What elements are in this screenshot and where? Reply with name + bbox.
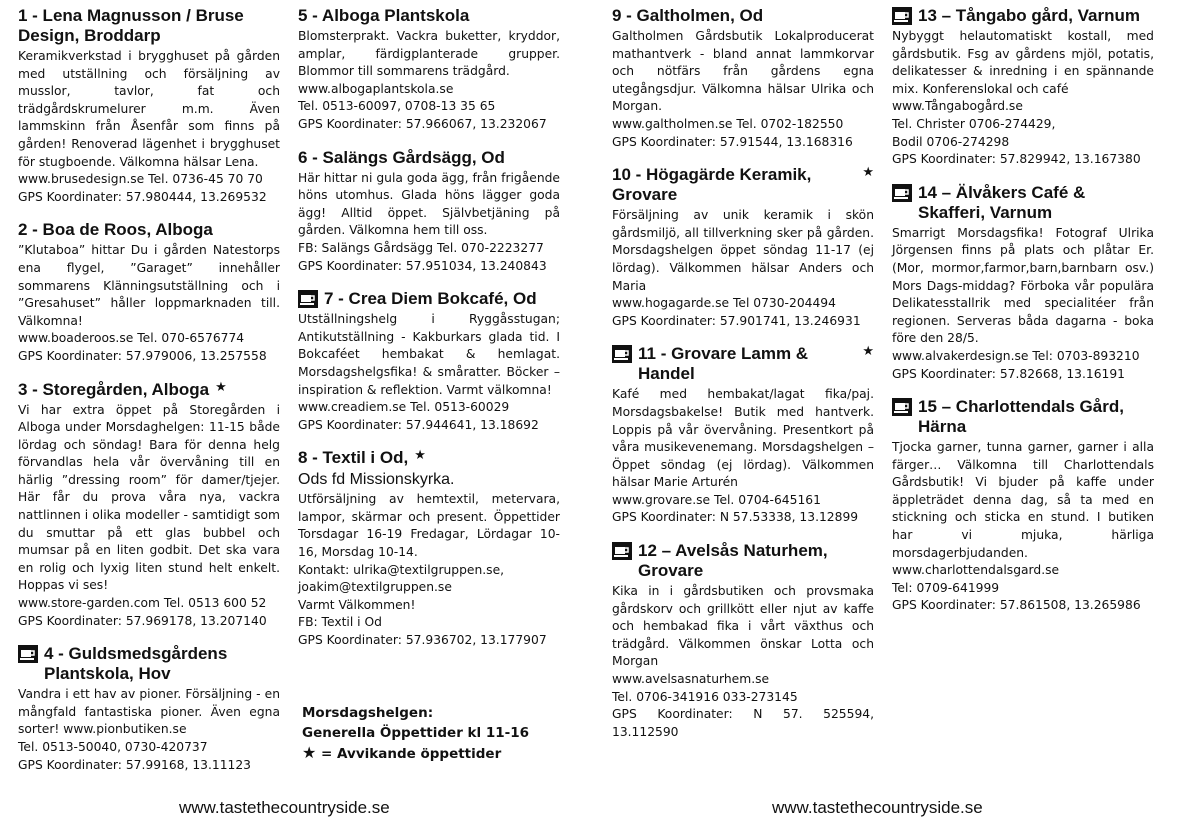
listing-description bbox=[612, 207, 874, 330]
listing-entry bbox=[18, 6, 280, 206]
listing-title-text: 3 - Storegården, Alboga bbox=[18, 379, 210, 399]
listing-description bbox=[18, 242, 280, 365]
contact-line: GPS Koordinater: 57.99168, 13.11123 bbox=[18, 757, 251, 772]
contact-line: GPS Koordinater: N 57.53338, 13.12899 bbox=[612, 510, 859, 525]
contact-link[interactable]: www.hogagarde.se Tel 0730-204494 bbox=[612, 296, 836, 311]
listing-description bbox=[612, 386, 874, 527]
contact-line: GPS Koordinater: 57.829942, 13.167380 bbox=[892, 152, 1141, 167]
listing-subtitle: Ods fd Missionskyrka. bbox=[298, 471, 455, 489]
listing-text: Galtholmen Gårdsbutik Lokalproducerat mathantverk - bland annat lammkorvar och nötfärs från gårdens egna utegångsdjur. Välkomna hälsar Ulrika och Morgan. bbox=[612, 29, 874, 114]
listing-description bbox=[892, 439, 1154, 615]
footer-url-right[interactable]: www.tastethecountryside.se bbox=[772, 798, 983, 817]
star-icon: ★ bbox=[302, 743, 317, 762]
listing-title bbox=[18, 220, 280, 240]
listing-entry bbox=[612, 541, 874, 741]
legend-heading: Morsdagshelgen: bbox=[302, 705, 434, 721]
contact-link[interactable]: www.avelsasnaturhem.se bbox=[612, 672, 770, 687]
listing-title-text: 6 - Salängs Gårdsägg, Od bbox=[298, 147, 505, 167]
listing-text: Keramikverkstad i brygghuset på gården med utställning och försäljning av musslor, tavlor, fat och trädgårdskrumelurer m.m. Även lammskinn från Åsenfår som finns på gården! Renoverad lägenhet i brygghuset för stugboende. Välkomna hälsar Lena. bbox=[18, 49, 280, 169]
contact-line: Tel. 0513-60097, 0708-13 35 65 bbox=[298, 99, 496, 114]
listing-title bbox=[18, 380, 280, 400]
contact-line: GPS Koordinater: 57.980444, 13.269532 bbox=[18, 189, 267, 204]
listing-description bbox=[892, 28, 1154, 169]
contact-link[interactable]: www.brusedesign.se Tel. 0736-45 70 70 bbox=[18, 172, 263, 187]
listing-text: Tjocka garner, tunna garner, garner i alla färger… Välkomna till Charlottendals Gårdsbutik! Vi bjuder på kaffe under äppleträdet denna dag, så ta med en stickning och sticka en stund. I butiken har vi mjuka, härliga morsdagerbjudanden. bbox=[892, 440, 1154, 560]
listing-text: Blomsterprakt. Vackra buketter, kryddor, amplar, färdigplanterade grupper. Blommor till sommarens trädgård. bbox=[298, 29, 560, 79]
contact-line: GPS Koordinater: 57.901741, 13.246931 bbox=[612, 313, 861, 328]
contact-line: GPS Koordinater: N 57. 525594, 13.112590 bbox=[612, 707, 874, 739]
listing-text: Vi har extra öppet på Storegården i Alboga under Morsdaghelgen: 11-15 både lördag och söndag! Bara för denna helg förvandlas hela vår övervåning till en härlig ”dressing room” för damer/tjejer. Här får du prova våra nya, vackra nattlinnen i olika modeller - samtidigt som du smuttar på ett glas bubbel och mumsar på en liten godbit. Det ska vara en rolig och lyxig liten stund helt enkelt. Hoppas vi ses! bbox=[18, 402, 280, 593]
listing-title bbox=[298, 289, 560, 309]
contact-line: Tel. 0513-50040, 0730-420737 bbox=[18, 740, 208, 754]
contact-line: FB: Textil i Od bbox=[298, 615, 382, 630]
listing-text: Kika in i gårdsbutiken och provsmaka gårdskorv och grillkött eller njut av kaffe och hembakad fika i vårt växthus och trädgård. Välkommen önskar Lotta och Morgan bbox=[612, 584, 874, 669]
cafe-cup-icon bbox=[612, 345, 632, 363]
listing-title-text: 10 - Högagärde Keramik, Grovare bbox=[612, 165, 812, 205]
listing-title bbox=[612, 165, 874, 205]
contact-line: GPS Koordinater: 57.91544, 13.168316 bbox=[612, 134, 853, 149]
contact-line: GPS Koordinater: 57.944641, 13.18692 bbox=[298, 417, 539, 432]
listing-title-text: 13 – Tångabo gård, Varnum bbox=[918, 6, 1141, 25]
contact-link[interactable]: joakim@textilgruppen.se bbox=[298, 580, 452, 595]
contact-line: Tel. 0706-341916 033-273145 bbox=[612, 689, 798, 704]
listing-text: Försäljning av unik keramik i skön gårdsmiljö, all tillverkning sker på gården. Morsdagshelgen öppet söndag 11-17 (ej lördag). Välkommen hälsar Anders och Maria bbox=[612, 208, 874, 293]
cafe-cup-icon bbox=[892, 398, 912, 416]
listing-title bbox=[892, 397, 1154, 437]
column-2 bbox=[298, 6, 560, 664]
listing-entry bbox=[892, 6, 1154, 169]
listing-title-text: 2 - Boa de Roos, Alboga bbox=[18, 220, 213, 240]
listing-title-text: 4 - Guldsmedsgårdens Plantskola, Hov bbox=[44, 644, 228, 684]
listing-description bbox=[298, 491, 560, 649]
contact-line: Bodil 0706-274298 bbox=[892, 134, 1010, 149]
listing-title-text: 12 – Avelsås Naturhem, Grovare bbox=[638, 541, 828, 581]
contact-line: Tel. Christer 0706-274429, bbox=[892, 116, 1056, 131]
contact-link[interactable]: www.Tångabogård.se bbox=[892, 99, 1023, 114]
contact-link[interactable]: www.store-garden.com Tel. 0513 600 52 bbox=[18, 596, 267, 611]
listing-title-text: 5 - Alboga Plantskola bbox=[298, 6, 470, 25]
listing-title-text: 1 - Lena Magnusson / Bruse Design, Broddarp bbox=[18, 6, 244, 45]
contact-link[interactable]: Kontakt: ulrika@textilgruppen.se, bbox=[298, 562, 505, 577]
listing-title bbox=[612, 344, 874, 384]
contact-link[interactable]: www.grovare.se Tel. 0704-645161 bbox=[612, 492, 821, 507]
contact-link[interactable]: www.albogaplantskola.se bbox=[298, 81, 454, 96]
listing-entry bbox=[892, 183, 1154, 383]
contact-line: Varmt Välkommen! bbox=[298, 597, 416, 612]
listing-text: ”Klutaboa” hittar Du i gården Natestorps ena flygel, ”Garaget” innehåller sommarens Klänningsutställning och i ”Gresahuset” håller loppmarknaden till. Välkomna! bbox=[18, 243, 280, 328]
listing-title-text: 11 - Grovare Lamm & Handel bbox=[638, 344, 809, 384]
listing-description bbox=[612, 583, 874, 741]
contact-line: GPS Koordinater: 57.82668, 13.16191 bbox=[892, 366, 1125, 381]
listing-title bbox=[18, 6, 280, 46]
listing-description bbox=[18, 686, 280, 774]
listing-description bbox=[298, 28, 560, 134]
cafe-cup-icon bbox=[612, 542, 632, 560]
listing-entry bbox=[18, 380, 280, 631]
listing-title bbox=[298, 6, 560, 26]
cafe-cup-icon bbox=[18, 645, 38, 663]
contact-link[interactable]: www.galtholmen.se Tel. 0702-182550 bbox=[612, 116, 844, 131]
listing-description bbox=[298, 170, 560, 276]
listing-entry bbox=[612, 344, 874, 527]
listing-title-text: 8 - Textil i Od, bbox=[298, 448, 409, 468]
listing-text: Smarrigt Morsdagsfika! Fotograf Ulrika Jörgensen finns på plats och plåtar Er. (Mor, mormor,farmor,barn,barnbarn osv.) Mors Dags-middag? Förboka vår populära Delikatesstallrik med specialitéer från regionen. Serveras båda dagarna - boka före den 28/5. bbox=[892, 225, 1154, 346]
listing-text: Här hittar ni gula goda ägg, från frigående höns utomhus. Glada höns lägger goda ägg! Alltid öppet. Självbetjäning på gården. Välkomna hem till oss. bbox=[298, 170, 560, 238]
listing-title bbox=[612, 6, 874, 26]
star-icon: ★ bbox=[862, 164, 874, 180]
column-1 bbox=[18, 6, 280, 788]
contact-line: GPS Koordinater: 57.936702, 13.177907 bbox=[298, 633, 547, 648]
contact-line: GPS Koordinater: 57.979006, 13.257558 bbox=[18, 348, 267, 363]
listing-entry bbox=[892, 397, 1154, 615]
listing-title-text: 7 - Crea Diem Bokcafé, Od bbox=[324, 289, 537, 309]
listing-text: Utförsäljning av hemtextil, metervara, lampor, skärmar och present. Öppettider Torsdagar 16-19 Fredagar, Lördagar 10-16, Morsdag 10-14. bbox=[298, 492, 560, 560]
listing-entry bbox=[298, 148, 560, 276]
listing-text: Vandra i ett hav av pioner. Försäljning - en mångfald fantastiska pioner. Även egna sorter! www.pionbutiken.se bbox=[18, 687, 280, 737]
opening-hours-legend bbox=[302, 703, 529, 764]
contact-link[interactable]: www.creadiem.se Tel. 0513-60029 bbox=[298, 400, 510, 415]
contact-link[interactable]: www.charlottendalsgard.se bbox=[892, 563, 1060, 578]
listing-entry bbox=[298, 6, 560, 134]
cafe-cup-icon bbox=[892, 7, 912, 25]
contact-line: GPS Koordinater: 57.966067, 13.232067 bbox=[298, 116, 547, 131]
contact-link[interactable]: www.boaderoos.se Tel. 070-6576774 bbox=[18, 331, 245, 346]
star-icon: ★ bbox=[414, 447, 426, 463]
listing-title-text: 15 – Charlottendals Gård, Härna bbox=[918, 397, 1124, 437]
listing-description bbox=[612, 28, 874, 151]
column-4 bbox=[892, 6, 1154, 629]
listing-text: Nybyggt helautomatiskt kostall, med gårdsbutik. Fsg av gårdens mjöl, potatis, delikatesser & inredning i en spännande mix. Konferenslokal och café bbox=[892, 29, 1154, 96]
listing-title bbox=[298, 448, 560, 468]
listing-description bbox=[18, 48, 280, 206]
listing-description bbox=[18, 402, 280, 631]
listing-entry bbox=[18, 644, 280, 774]
contact-link[interactable]: www.alvakerdesign.se Tel: 0703-893210 bbox=[892, 348, 1140, 363]
contact-line: GPS Koordinater: 57.951034, 13.240843 bbox=[298, 258, 547, 273]
listing-entry bbox=[18, 220, 280, 365]
contact-line: GPS Koordinater: 57.969178, 13.207140 bbox=[18, 613, 267, 628]
listing-title bbox=[892, 6, 1154, 26]
listing-title bbox=[892, 183, 1154, 223]
star-icon: ★ bbox=[215, 378, 227, 394]
contact-line: GPS Koordinater: 57.861508, 13.265986 bbox=[892, 598, 1141, 613]
listing-title-text: 9 - Galtholmen, Od bbox=[612, 6, 764, 25]
contact-line: Tel: 0709-641999 bbox=[892, 580, 1000, 595]
listing-entry bbox=[612, 165, 874, 330]
listing-description bbox=[298, 311, 560, 434]
listing-entry bbox=[298, 289, 560, 434]
listing-title bbox=[18, 644, 280, 684]
listing-title bbox=[298, 148, 560, 168]
contact-line: FB: Salängs Gårdsägg Tel. 070-2223277 bbox=[298, 240, 544, 255]
listing-text: Kafé med hembakat/lagat fika/paj. Morsdagsbakelse! Butik med hantverk. Loppis på vår övervåning. Presentkort på våra musikevenemang. Morsdagshelgen – Öppet söndag (ej lördag). Välkommen hälsar Marie Arturén bbox=[612, 387, 874, 490]
legend-star-note: ★ = Avvikande öppettider bbox=[302, 743, 502, 762]
legend-general-hours: Generella Öppettider kl 11-16 bbox=[302, 725, 530, 741]
cafe-cup-icon bbox=[892, 184, 912, 202]
listing-title-text: 14 – Älvåkers Café & Skafferi, Varnum bbox=[918, 182, 1086, 222]
column-3 bbox=[612, 6, 874, 755]
footer-url-left[interactable]: www.tastethecountryside.se bbox=[179, 798, 390, 817]
listing-text: Utställningshelg i Ryggåsstugan; Antikutställning - Kakburkars glada tid. I Bokcaféet hembakat & hemlagat. Morsdagshelgsfika! & småratter. Böcker – inspiration & reflektion. Varmt välkomna! bbox=[298, 312, 560, 397]
listing-title bbox=[612, 541, 874, 581]
listing-description bbox=[892, 225, 1154, 383]
star-icon: ★ bbox=[862, 343, 874, 359]
listing-entry bbox=[298, 448, 560, 649]
cafe-cup-icon bbox=[298, 290, 318, 308]
listing-entry bbox=[612, 6, 874, 151]
